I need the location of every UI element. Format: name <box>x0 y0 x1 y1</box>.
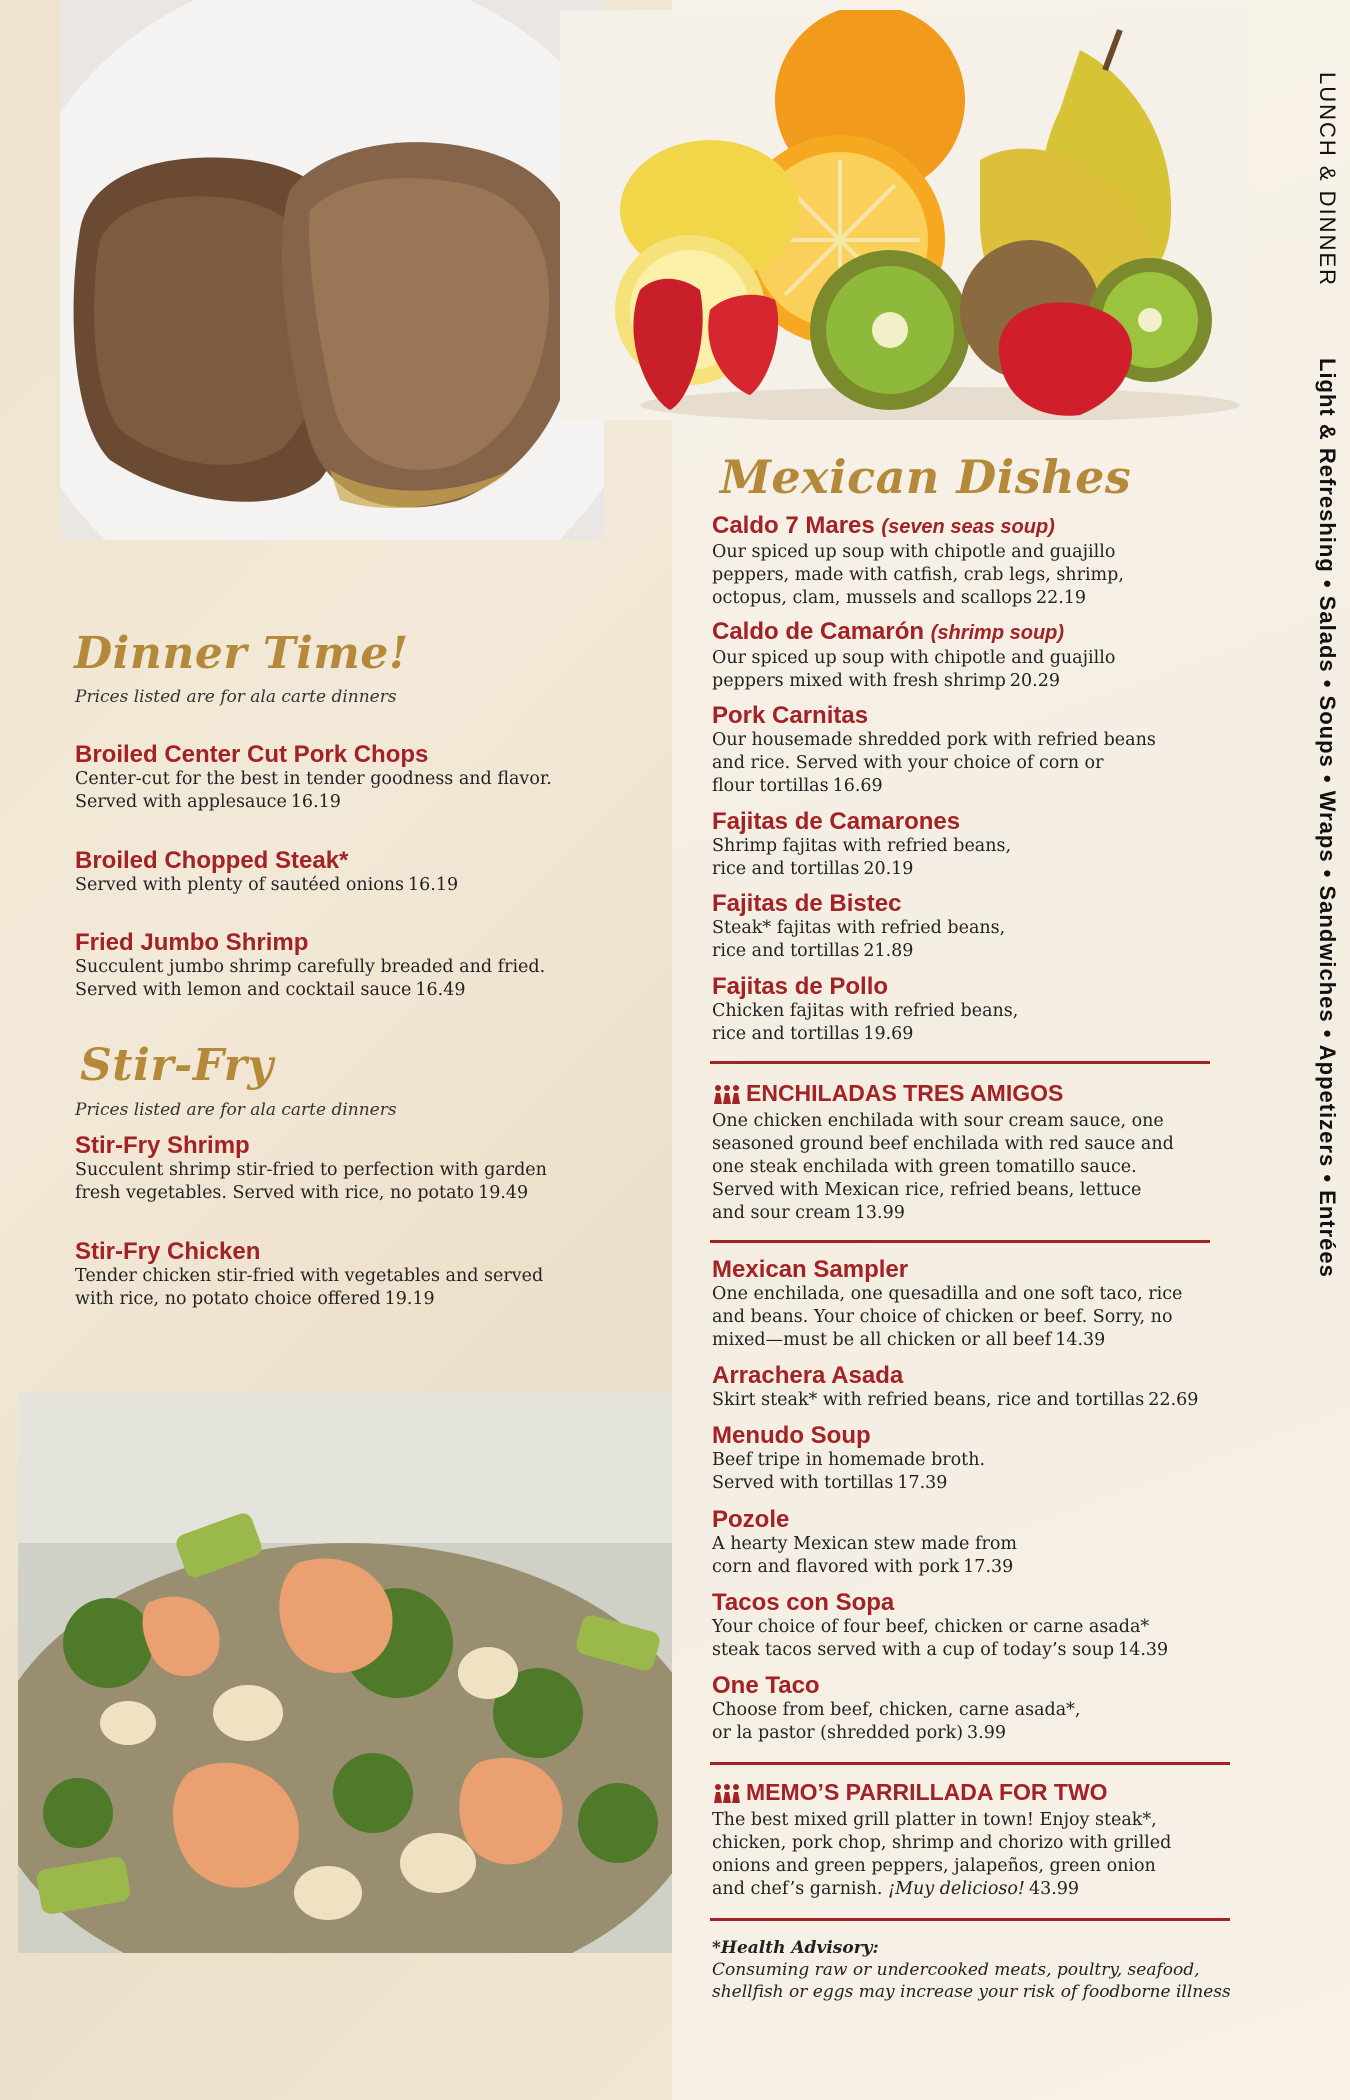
item-price: 21.89 <box>863 941 914 961</box>
item-price: 3.99 <box>967 1723 1007 1743</box>
side-banner <box>1300 72 1340 1402</box>
item-name: Fajitas de Bistec <box>712 890 902 917</box>
advisory-text: Consuming raw or undercooked meats, poultry, seafood, shellfish or eggs may increase your risk of foodborne illness <box>712 1960 1231 2002</box>
menu-item <box>712 973 1232 1046</box>
menu-item <box>75 847 635 897</box>
advisory-title: *Health Advisory: <box>712 1938 879 1958</box>
item-name: Tacos con Sopa <box>712 1589 895 1616</box>
item-price: 16.69 <box>832 776 883 796</box>
item-desc: A hearty Mexican stew made from corn and flavored with pork 17.39 <box>712 1534 1017 1577</box>
featured-item <box>712 1779 1252 1901</box>
item-price: 14.39 <box>1118 1640 1169 1660</box>
item-price: 17.39 <box>963 1557 1014 1577</box>
item-desc: Steak* fajitas with refried beans, rice and tortillas 21.89 <box>712 918 1006 961</box>
menu-item <box>712 1506 1232 1579</box>
item-name: Broiled Chopped Steak* <box>75 847 349 874</box>
menu-item <box>712 808 1232 881</box>
divider <box>710 1762 1230 1765</box>
item-price: 14.39 <box>1055 1330 1106 1350</box>
item-desc: One chicken enchilada with sour cream sauce, one seasoned ground beef enchilada with red sauce and one steak enchilada with green tomatillo sauce. Served with Mexican rice, refried beans, lettuce and sour cream 13.99 <box>712 1111 1174 1223</box>
pork-chops-photo <box>60 0 604 540</box>
item-desc: Your choice of four beef, chicken or carne asada* steak tacos served with a cup of today’s soup 14.39 <box>712 1617 1169 1660</box>
side-banner-categories: Light & Refreshing • Salads • Soups • Wraps • Sandwiches • Appetizers • Entrées <box>1315 358 1340 1279</box>
menu-item <box>75 741 635 814</box>
fruit-photo <box>560 10 1250 420</box>
item-name: Pozole <box>712 1506 790 1533</box>
item-name: Menudo Soup <box>712 1422 871 1449</box>
dinner-note: Prices listed are for ala carte dinners <box>75 687 397 707</box>
item-name: Stir-Fry Shrimp <box>75 1132 250 1159</box>
item-name: Arrachera Asada <box>712 1362 904 1389</box>
item-desc: Tender chicken stir-fried with vegetables and served with rice, no potato choice offered 19.19 <box>75 1266 544 1309</box>
menu-item <box>712 1256 1232 1352</box>
menu-item <box>712 512 1232 610</box>
menu-item <box>712 1362 1252 1412</box>
item-desc: One enchilada, one quesadilla and one soft taco, rice and beans. Your choice of chicken or beef. Sorry, no mixed—must be all chicken or all beef 14.39 <box>712 1284 1183 1350</box>
divider <box>710 1061 1210 1064</box>
item-name: Broiled Center Cut Pork Chops <box>75 741 429 768</box>
item-name: Stir-Fry Chicken <box>75 1238 261 1265</box>
item-name: Fajitas de Pollo <box>712 973 889 1000</box>
item-price: 19.49 <box>478 1183 529 1203</box>
item-price: 20.19 <box>863 859 914 879</box>
item-price: 13.99 <box>854 1203 905 1223</box>
divider <box>710 1918 1230 1921</box>
stir-fry-photo <box>18 1393 672 1953</box>
item-desc: Succulent shrimp stir-fried to perfection with garden fresh vegetables. Served with rice, no potato 19.49 <box>75 1160 547 1203</box>
item-price: 16.19 <box>290 792 341 812</box>
stirfry-note: Prices listed are for ala carte dinners <box>75 1100 397 1120</box>
item-desc: Choose from beef, chicken, carne asada*, or la pastor (shredded pork) 3.99 <box>712 1700 1081 1743</box>
item-desc: Beef tripe in homemade broth. Served with tortillas 17.39 <box>712 1450 986 1493</box>
item-name: MEMO’S PARRILLADA FOR TWO <box>746 1779 1108 1805</box>
item-price: 22.69 <box>1148 1390 1199 1410</box>
item-name: Fajitas de Camarones <box>712 808 961 835</box>
item-desc: Skirt steak* with refried beans, rice and tortillas 22.69 <box>712 1390 1199 1410</box>
item-desc: Our spiced up soup with chipotle and guajillo peppers mixed with fresh shrimp 20.29 <box>712 648 1116 691</box>
menu-item <box>712 1672 1232 1745</box>
featured-item <box>712 1080 1232 1225</box>
item-name: One Taco <box>712 1672 820 1699</box>
item-price: 19.69 <box>863 1024 914 1044</box>
menu-item <box>75 1132 655 1205</box>
item-price: 22.19 <box>1035 588 1087 608</box>
item-name: Caldo 7 Mares <box>712 512 875 539</box>
item-desc: Our housemade shredded pork with refried beans and rice. Served with your choice of corn or flour tortillas 16.69 <box>712 730 1156 796</box>
item-price: 43.99 <box>1028 1879 1080 1899</box>
menu-item <box>712 890 1232 963</box>
item-name: Pork Carnitas <box>712 702 869 729</box>
item-desc: Served with plenty of sautéed onions 16.19 <box>75 875 459 895</box>
item-subtitle: (seven seas soup) <box>881 516 1055 538</box>
item-price: 17.39 <box>897 1473 948 1493</box>
menu-item <box>75 1238 655 1311</box>
item-name: Caldo de Camarón <box>712 618 925 645</box>
dinner-section-title: Dinner Time! <box>74 628 409 679</box>
people-icon <box>712 1083 742 1110</box>
item-desc: Succulent jumbo shrimp carefully breaded and fried. Served with lemon and cocktail sauce 16.49 <box>75 957 546 1000</box>
menu-item <box>712 702 1232 798</box>
item-price: 19.19 <box>384 1289 435 1309</box>
item-desc: Chicken fajitas with refried beans, rice and tortillas 19.69 <box>712 1001 1019 1044</box>
health-advisory <box>712 1937 1232 2003</box>
item-desc: Center-cut for the best in tender goodness and flavor. Served with applesauce 16.19 <box>75 769 552 812</box>
item-name: Mexican Sampler <box>712 1256 909 1283</box>
menu-item <box>712 1589 1252 1662</box>
item-name: Fried Jumbo Shrimp <box>75 929 309 956</box>
item-desc: The best mixed grill platter in town! Enjoy steak*, chicken, pork chop, shrimp and chorizo with grilled onions and green peppers, jalapeños, green onion and chef’s garnish. ¡Muy delicioso! 43.99 <box>712 1810 1172 1899</box>
menu-item <box>75 929 635 1002</box>
menu-item <box>712 1422 1232 1495</box>
stirfry-section-title: Stir-Fry <box>80 1040 274 1091</box>
menu-item <box>712 618 1232 693</box>
item-subtitle: (shrimp soup) <box>930 622 1065 644</box>
item-tagline: ¡Muy delicioso! <box>888 1879 1025 1899</box>
item-name: ENCHILADAS TRES AMIGOS <box>746 1080 1064 1106</box>
divider <box>710 1240 1210 1243</box>
item-price: 20.29 <box>1009 671 1060 691</box>
item-price: 16.19 <box>408 875 459 895</box>
item-price: 16.49 <box>415 980 466 1000</box>
side-banner-title: LUNCH & DINNER <box>1315 72 1340 288</box>
people-icon <box>712 1782 742 1809</box>
mexican-section-title: Mexican Dishes <box>720 450 1132 504</box>
item-desc: Our spiced up soup with chipotle and guajillo peppers, made with catfish, crab legs, shrimp, octopus, clam, mussels and scallops 22.19 <box>712 542 1124 608</box>
item-desc: Shrimp fajitas with refried beans, rice and tortillas 20.19 <box>712 836 1012 879</box>
